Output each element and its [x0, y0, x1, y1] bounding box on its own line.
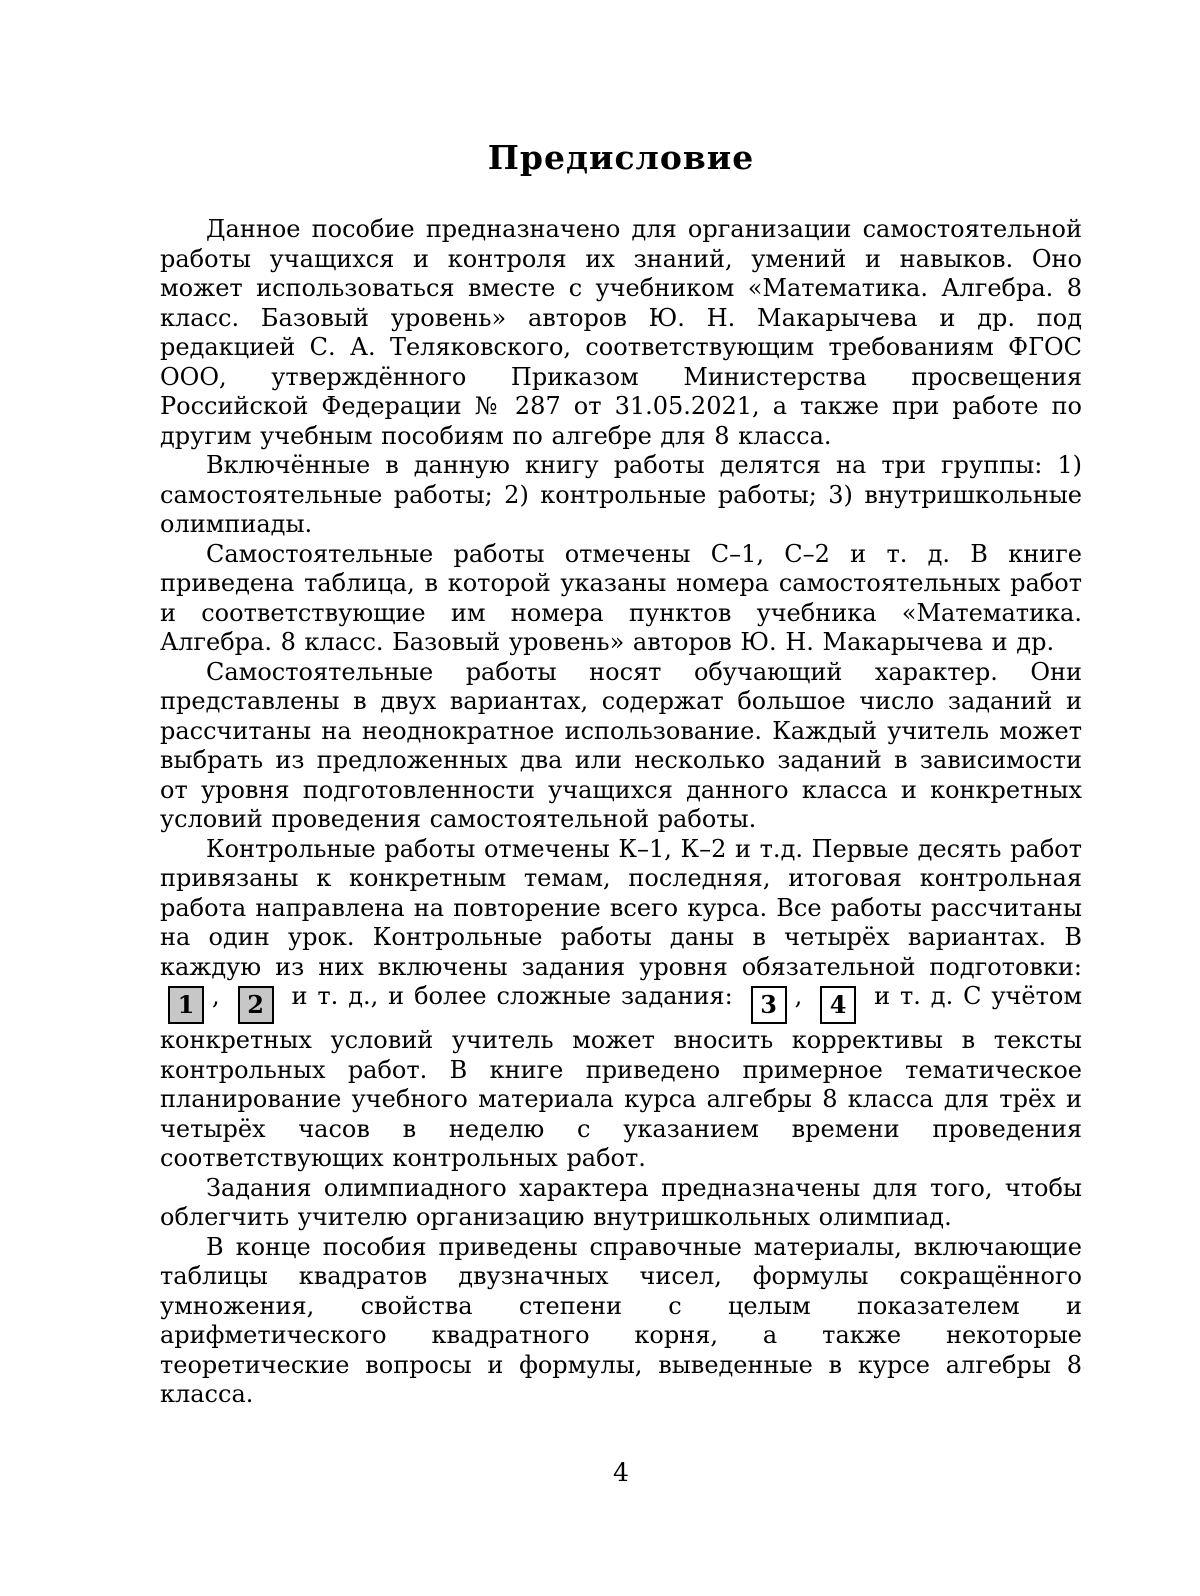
task-level-box-4: 4 [820, 986, 856, 1024]
paragraph-5 [160, 835, 1082, 1174]
paragraph-5-separator-1: , [212, 982, 220, 1010]
task-level-box-2: 2 [238, 986, 274, 1024]
paragraph-1: Данное пособие предназначено для организации самостоятельной работы учащихся и контроля их знаний, умений и навыков. Оно может использоваться вместе с учебником «Математика. Алгебра. 8 класс. Базовый уровень» авторов Ю. Н. Макарычева и др. под редакцией С. А. Теляковского, соответствующим требованиям ФГОС ООО, утверждённого Приказом Министерства просвещения Российской Федерации № 287 от 31.05.2021, а также при работе по другим учебным пособиям по алгебре для 8 класса. [160, 215, 1082, 450]
paragraph-5-text-1: Контрольные работы отмечены К–1, К–2 и т.д. Первые десять работ привязаны к конкретным темам, последняя, итоговая контрольная работа направлена на повторение всего курса. Все работы рассчитаны на один урок. Контрольные работы даны в четырёх вариантах. В каждую из них включены задания уровня обязательной подготовки: [160, 834, 1082, 981]
task-level-box-1: 1 [168, 986, 204, 1024]
paragraph-5-separator-2: , [794, 982, 803, 1010]
paragraph-7: В конце пособия приведены справочные материалы, включающие таблицы квадратов двузначных чисел, формулы сокращённого умножения, свойства степени с целым показателем и арифметического квадратного корня, а также некоторые теоретические вопросы и формулы, выведенные в курсе алгебры 8 класса. [160, 1232, 1082, 1408]
paragraph-4: Самостоятельные работы носят обучающий характер. Они представлены в двух вариантах, содержат большое число заданий и рассчитаны на неоднократное использование. Каждый учитель может выбрать из предложенных два или несколько заданий в зависимости от уровня подготовленности учащихся данного класса и конкретных условий проведения самостоятельной работы. [160, 657, 1082, 833]
task-level-box-3: 3 [751, 986, 787, 1024]
paragraph-2: Включённые в данную книгу работы делятся на три группы: 1) самостоятельные работы; 2) контрольные работы; 3) внутришкольные олимпиады. [160, 451, 1082, 538]
paragraph-6: Задания олимпиадного характера предназначены для того, чтобы облегчить учителю организацию внутришкольных олимпиад. [160, 1173, 1082, 1231]
paragraph-3: Самостоятельные работы отмечены С–1, С–2 и т. д. В книге приведена таблица, в которой указаны номера самостоятельных работ и соответствующие им номера пунктов учебника «Математика. Алгебра. 8 класс. Базовый уровень» авторов Ю. Н. Макарычева и др. [160, 539, 1082, 656]
page-title: Предисловие [487, 138, 755, 177]
paragraph-5-text-2: и т. д., и более сложные задания: [291, 982, 733, 1010]
paragraph-5-text-3: и т. д. С учётом конкретных условий учитель может вносить коррективы в тексты контрольных работ. В книге приведено примерное тематическое планирование учебного материала курса алгебры 8 класса для трёх и четырёх часов в неделю с указанием времени проведения соответствующих контрольных работ. [160, 982, 1082, 1172]
page-number: 4 [613, 1457, 629, 1487]
